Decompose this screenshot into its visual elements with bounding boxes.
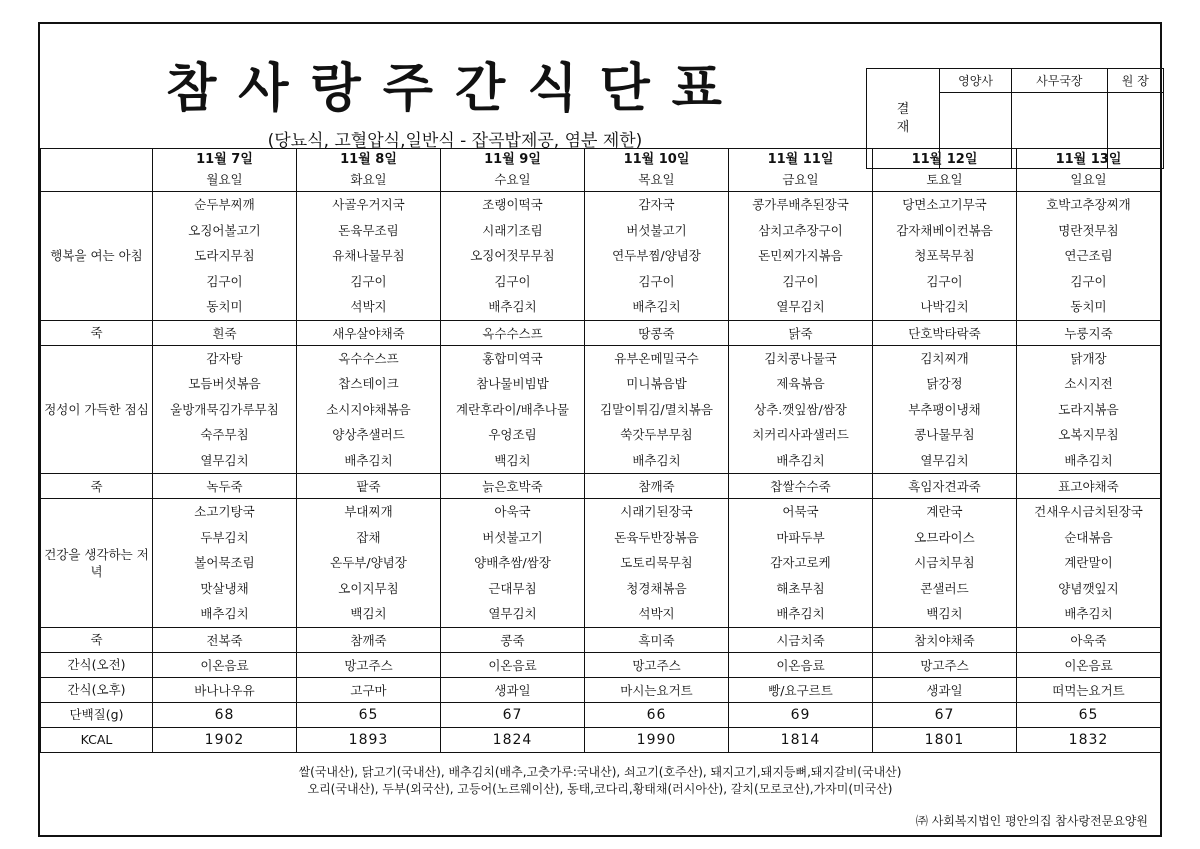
- day-header: [153, 149, 297, 192]
- dinner-porridge-cell: 참치야채죽: [873, 627, 1017, 652]
- menu-item: 김구이: [926, 273, 963, 289]
- menu-item: 도라지볶음: [1058, 401, 1119, 417]
- lunch-porridge-label: 죽: [41, 474, 153, 499]
- menu-item: 맛살냉채: [200, 580, 249, 596]
- breakfast-porridge-cell: 옥수수스프: [441, 320, 585, 345]
- dinner-porridge-row: [41, 627, 1161, 652]
- snack-pm-cell: 생과일: [873, 677, 1017, 702]
- menu-item: 숙주무침: [200, 427, 249, 442]
- menu-item: 어묵국: [782, 504, 819, 519]
- menu-item: 잡채: [356, 529, 381, 545]
- menu-item: 김치찌개: [920, 350, 969, 366]
- menu-item: 울방개묵김가루무침: [170, 401, 279, 417]
- menu-item: 참나물비빔밥: [476, 376, 549, 391]
- snack-am-cell: 망고주스: [297, 652, 441, 677]
- lunch-porridge-cell: 녹두죽: [153, 474, 297, 499]
- menu-item: 마파두부: [776, 529, 825, 545]
- protein-cell: 67: [441, 702, 585, 727]
- menu-item: 치커리사과샐러드: [752, 427, 849, 442]
- breakfast-porridge-cell: 누룽지죽: [1017, 320, 1161, 345]
- breakfast-menu-cell: [729, 192, 873, 321]
- menu-item: 감자고로케: [770, 555, 831, 570]
- dinner-menu-cell: [729, 499, 873, 628]
- dinner-porridge-cell: 콩죽: [441, 627, 585, 652]
- lunch-porridge-row: [41, 474, 1161, 499]
- menu-item: 순대볶음: [1064, 529, 1113, 545]
- lunch-porridge-cell: 팥죽: [297, 474, 441, 499]
- breakfast-menu-cell: [153, 192, 297, 321]
- dinner-menu-cell: [585, 499, 729, 628]
- day-date: 11월 7일: [196, 152, 253, 167]
- origin-line-2: 오리(국내산), 두부(외국산), 고등어(노르웨이산), 동태,코다리,황태채(러시아산), 갈치(모로코산),가자미(미국산): [307, 782, 893, 796]
- corner-cell: [41, 149, 153, 192]
- menu-item: 배추김치: [776, 606, 825, 621]
- menu-item: 제육볶음: [776, 376, 825, 391]
- menu-item: 부추팽이냉채: [908, 401, 981, 417]
- menu-item: 콩나물무침: [914, 427, 975, 442]
- menu-item: 옥수수스프: [338, 350, 399, 366]
- snack-am-cell: 이온음료: [729, 652, 873, 677]
- dinner-label: 건강을 생각하는 저녁: [41, 499, 153, 628]
- menu-item: 열무김치: [920, 452, 969, 468]
- day-date: 11월 12일: [911, 152, 978, 167]
- menu-item: 동치미: [206, 299, 243, 314]
- day-date: 11월 8일: [340, 152, 397, 167]
- menu-item: 연근조림: [1064, 248, 1113, 263]
- kcal-cell: 1902: [153, 727, 297, 752]
- menu-item: 당면소고기무국: [902, 197, 987, 212]
- dinner-porridge-label: 죽: [41, 627, 153, 652]
- day-header-row: [41, 149, 1161, 192]
- breakfast-porridge-cell: 단호박타락죽: [873, 320, 1017, 345]
- menu-item: 온두부/양념장: [330, 555, 407, 570]
- menu-item: 김구이: [350, 273, 387, 289]
- menu-item: 삼치고추장구이: [758, 222, 843, 238]
- day-weekday: 월요일: [206, 172, 243, 187]
- menu-item: 김구이: [782, 273, 819, 289]
- day-header: [729, 149, 873, 192]
- lunch-porridge-cell: 참깨죽: [585, 474, 729, 499]
- lunch-menu-cell: [1017, 345, 1161, 474]
- menu-item: 오므라이스: [914, 529, 975, 545]
- menu-item: 모듬버섯볶음: [188, 376, 261, 391]
- day-date: 11월 10일: [623, 152, 690, 167]
- menu-item: 소고기탕국: [194, 504, 255, 519]
- dinner-menu-cell: [297, 499, 441, 628]
- menu-item: 김구이: [1070, 273, 1107, 289]
- menu-item: 오징어볼고기: [188, 222, 261, 238]
- lunch-porridge-cell: 늙은호박죽: [441, 474, 585, 499]
- menu-item: 김구이: [206, 273, 243, 289]
- snack-am-cell: 망고주스: [873, 652, 1017, 677]
- snack-pm-cell: 빵/요구르트: [729, 677, 873, 702]
- weekly-menu-table: [40, 148, 1161, 753]
- breakfast-porridge-cell: 땅콩죽: [585, 320, 729, 345]
- lunch-porridge-cell: 찹쌀수수죽: [729, 474, 873, 499]
- menu-item: 콩가루배추된장국: [752, 197, 849, 212]
- menu-item: 닭개장: [1070, 350, 1107, 366]
- breakfast-porridge-cell: 흰죽: [153, 320, 297, 345]
- menu-item: 건새우시금치된장국: [1034, 504, 1143, 519]
- menu-item: 쑥갓두부무침: [620, 427, 693, 442]
- dinner-menu-cell: [873, 499, 1017, 628]
- menu-item: 양념깻잎지: [1058, 580, 1119, 596]
- approval-role-director: 원 장: [1107, 69, 1163, 93]
- lunch-label: 정성이 가득한 점심: [41, 345, 153, 474]
- snack-am-row: [41, 652, 1161, 677]
- day-weekday: 목요일: [638, 172, 675, 187]
- menu-item: 아욱국: [494, 504, 531, 519]
- lunch-menu-cell: [297, 345, 441, 474]
- menu-item: 콘샐러드: [920, 580, 969, 596]
- day-header: [1017, 149, 1161, 192]
- snack-pm-cell: 마시는요거트: [585, 677, 729, 702]
- menu-item: 계란국: [926, 504, 963, 519]
- menu-item: 김치콩나물국: [764, 350, 837, 366]
- approval-role-manager: 사무국장: [1012, 69, 1107, 93]
- breakfast-menu-cell: [1017, 192, 1161, 321]
- kcal-cell: 1990: [585, 727, 729, 752]
- menu-item: 호박고추장찌개: [1046, 197, 1131, 212]
- day-header: [585, 149, 729, 192]
- menu-item: 돈육무조림: [338, 222, 399, 238]
- day-weekday: 금요일: [782, 172, 819, 187]
- snack-pm-row: [41, 677, 1161, 702]
- menu-item: 배추김치: [1064, 606, 1113, 621]
- lunch-porridge-cell: 표고야채죽: [1017, 474, 1161, 499]
- menu-item: 감자탕: [206, 350, 243, 366]
- menu-item: 찹스테이크: [338, 376, 399, 391]
- snack-am-cell: 이온음료: [153, 652, 297, 677]
- page-subtitle: (당뇨식, 고혈압식,일반식 - 잡곡밥제공, 염분 제한): [267, 131, 643, 151]
- menu-item: 상추.깻잎쌈/쌈장: [754, 401, 847, 417]
- day-weekday: 수요일: [494, 172, 531, 187]
- menu-item: 양상추샐러드: [332, 427, 405, 442]
- menu-item: 오복지무침: [1058, 427, 1119, 442]
- menu-item: 부대찌개: [344, 504, 393, 519]
- protein-cell: 68: [153, 702, 297, 727]
- day-weekday: 일요일: [1070, 172, 1107, 187]
- menu-item: 열무김치: [200, 452, 249, 468]
- menu-item: 버섯불고기: [626, 222, 687, 238]
- menu-item: 도토리묵무침: [620, 555, 693, 570]
- day-weekday: 화요일: [350, 172, 387, 187]
- menu-item: 시래기된장국: [620, 504, 693, 519]
- page-title: 참사랑주간식단표: [166, 59, 744, 119]
- menu-item: 감자국: [638, 197, 675, 212]
- kcal-cell: 1814: [729, 727, 873, 752]
- menu-item: 유채나물무침: [332, 248, 405, 263]
- dinner-row: [41, 499, 1161, 628]
- breakfast-menu-cell: [441, 192, 585, 321]
- kcal-cell: 1832: [1017, 727, 1161, 752]
- kcal-row: [41, 727, 1161, 752]
- menu-item: 돈민찌가지볶음: [758, 248, 843, 263]
- snack-am-cell: 이온음료: [1017, 652, 1161, 677]
- menu-item: 명란젓무침: [1058, 222, 1119, 238]
- lunch-menu-cell: [153, 345, 297, 474]
- protein-label: 단백질(g): [41, 702, 153, 727]
- dinner-porridge-cell: 시금치죽: [729, 627, 873, 652]
- snack-am-label: 간식(오전): [41, 652, 153, 677]
- menu-item: 해초무침: [776, 580, 825, 596]
- menu-item: 우엉조림: [488, 427, 537, 442]
- day-header: [873, 149, 1017, 192]
- menu-item: 소시지야채볶음: [326, 401, 411, 417]
- menu-item: 유부온메밀국수: [614, 350, 699, 366]
- menu-item: 순두부찌깨: [194, 197, 255, 212]
- menu-item: 청경채볶음: [626, 580, 687, 596]
- menu-item: 석박지: [638, 606, 675, 621]
- menu-sheet: [38, 22, 1162, 837]
- lunch-menu-cell: [441, 345, 585, 474]
- menu-item: 계란후라이/배추나물: [456, 401, 569, 417]
- menu-item: 돈육두반장볶음: [614, 529, 699, 545]
- approval-label: 결 재: [867, 69, 940, 169]
- kcal-cell: 1801: [873, 727, 1017, 752]
- menu-item: 배추김치: [632, 299, 681, 314]
- day-date: 11월 13일: [1055, 152, 1122, 167]
- dinner-porridge-cell: 참깨죽: [297, 627, 441, 652]
- menu-item: 김구이: [494, 273, 531, 289]
- menu-item: 닭강정: [926, 376, 963, 391]
- kcal-cell: 1824: [441, 727, 585, 752]
- menu-item: 김말이튀김/멸치볶음: [600, 401, 713, 417]
- dinner-menu-cell: [441, 499, 585, 628]
- menu-item: 양배추쌈/쌈장: [474, 555, 551, 570]
- menu-item: 석박지: [350, 299, 387, 314]
- dinner-menu-cell: [153, 499, 297, 628]
- menu-item: 배추김치: [632, 452, 681, 468]
- menu-item: 조랭이떡국: [482, 197, 543, 212]
- menu-item: 동치미: [1070, 299, 1107, 314]
- protein-cell: 65: [1017, 702, 1161, 727]
- menu-item: 백김치: [350, 606, 387, 621]
- lunch-menu-cell: [873, 345, 1017, 474]
- menu-item: 백김치: [494, 452, 531, 468]
- protein-cell: 67: [873, 702, 1017, 727]
- breakfast-row: [41, 192, 1161, 321]
- day-date: 11월 9일: [484, 152, 541, 167]
- kcal-label: KCAL: [41, 727, 153, 752]
- lunch-porridge-cell: 흑임자견과죽: [873, 474, 1017, 499]
- protein-row: [41, 702, 1161, 727]
- snack-pm-cell: 바나나우유: [153, 677, 297, 702]
- breakfast-porridge-cell: 닭죽: [729, 320, 873, 345]
- menu-item: 배추김치: [1064, 452, 1113, 468]
- menu-item: 오이지무침: [338, 580, 399, 596]
- lunch-row: [41, 345, 1161, 474]
- dinner-porridge-cell: 전복죽: [153, 627, 297, 652]
- snack-pm-cell: 떠먹는요거트: [1017, 677, 1161, 702]
- menu-item: 시래기조림: [482, 222, 543, 238]
- menu-item: 계란말이: [1064, 555, 1113, 570]
- menu-item: 버섯불고기: [482, 529, 543, 545]
- menu-item: 오징어젓무무침: [470, 248, 555, 263]
- snack-am-cell: 망고주스: [585, 652, 729, 677]
- menu-item: 청포묵무침: [914, 248, 975, 263]
- menu-item: 사골우거지국: [332, 197, 405, 212]
- lunch-menu-cell: [729, 345, 873, 474]
- menu-item: 시금치무침: [914, 555, 975, 570]
- protein-cell: 66: [585, 702, 729, 727]
- menu-item: 열무김치: [776, 299, 825, 314]
- menu-item: 근대무침: [488, 580, 537, 596]
- menu-item: 나박김치: [920, 299, 969, 314]
- menu-item: 배추김치: [776, 452, 825, 468]
- snack-am-cell: 이온음료: [441, 652, 585, 677]
- dinner-porridge-cell: 흑미죽: [585, 627, 729, 652]
- menu-item: 배추김치: [488, 299, 537, 314]
- menu-item: 김구이: [638, 273, 675, 289]
- menu-item: 감자채베이컨볶음: [896, 222, 993, 238]
- day-date: 11월 11일: [767, 152, 834, 167]
- breakfast-label: 행복을 여는 아침: [41, 192, 153, 321]
- breakfast-menu-cell: [297, 192, 441, 321]
- menu-item: 열무김치: [488, 606, 537, 621]
- facility-credit: ㈜ 사회복지법인 평안의집 참사랑전문요양원: [915, 814, 1148, 828]
- dinner-porridge-cell: 아욱죽: [1017, 627, 1161, 652]
- approval-role-nutritionist: 영양사: [940, 69, 1012, 93]
- breakfast-porridge-label: 죽: [41, 320, 153, 345]
- breakfast-menu-cell: [873, 192, 1017, 321]
- dinner-menu-cell: [1017, 499, 1161, 628]
- protein-cell: 65: [297, 702, 441, 727]
- day-header: [441, 149, 585, 192]
- day-header: [297, 149, 441, 192]
- origin-line-1: 쌀(국내산), 닭고기(국내산), 배추김치(배추,고춧가루:국내산), 쇠고기(호주산), 돼지고기,돼지등뼈,돼지갈비(국내산): [298, 765, 902, 779]
- breakfast-menu-cell: [585, 192, 729, 321]
- menu-item: 배추김치: [200, 606, 249, 621]
- breakfast-porridge-cell: 새우살야채죽: [297, 320, 441, 345]
- menu-item: 연두부찜/양념장: [612, 248, 701, 263]
- menu-item: 배추김치: [344, 452, 393, 468]
- menu-item: 두부김치: [200, 529, 249, 545]
- lunch-menu-cell: [585, 345, 729, 474]
- origin-notice: [40, 764, 1160, 798]
- menu-item: 홍합미역국: [482, 350, 543, 366]
- menu-item: 소시지전: [1064, 376, 1113, 391]
- menu-item: 미니볶음밥: [626, 376, 687, 391]
- breakfast-porridge-row: [41, 320, 1161, 345]
- day-weekday: 토요일: [926, 172, 963, 187]
- menu-item: 도라지무침: [194, 248, 255, 263]
- snack-pm-cell: 생과일: [441, 677, 585, 702]
- menu-item: 백김치: [926, 606, 963, 621]
- snack-pm-label: 간식(오후): [41, 677, 153, 702]
- snack-pm-cell: 고구마: [297, 677, 441, 702]
- menu-item: 볼어묵조림: [194, 555, 255, 570]
- protein-cell: 69: [729, 702, 873, 727]
- kcal-cell: 1893: [297, 727, 441, 752]
